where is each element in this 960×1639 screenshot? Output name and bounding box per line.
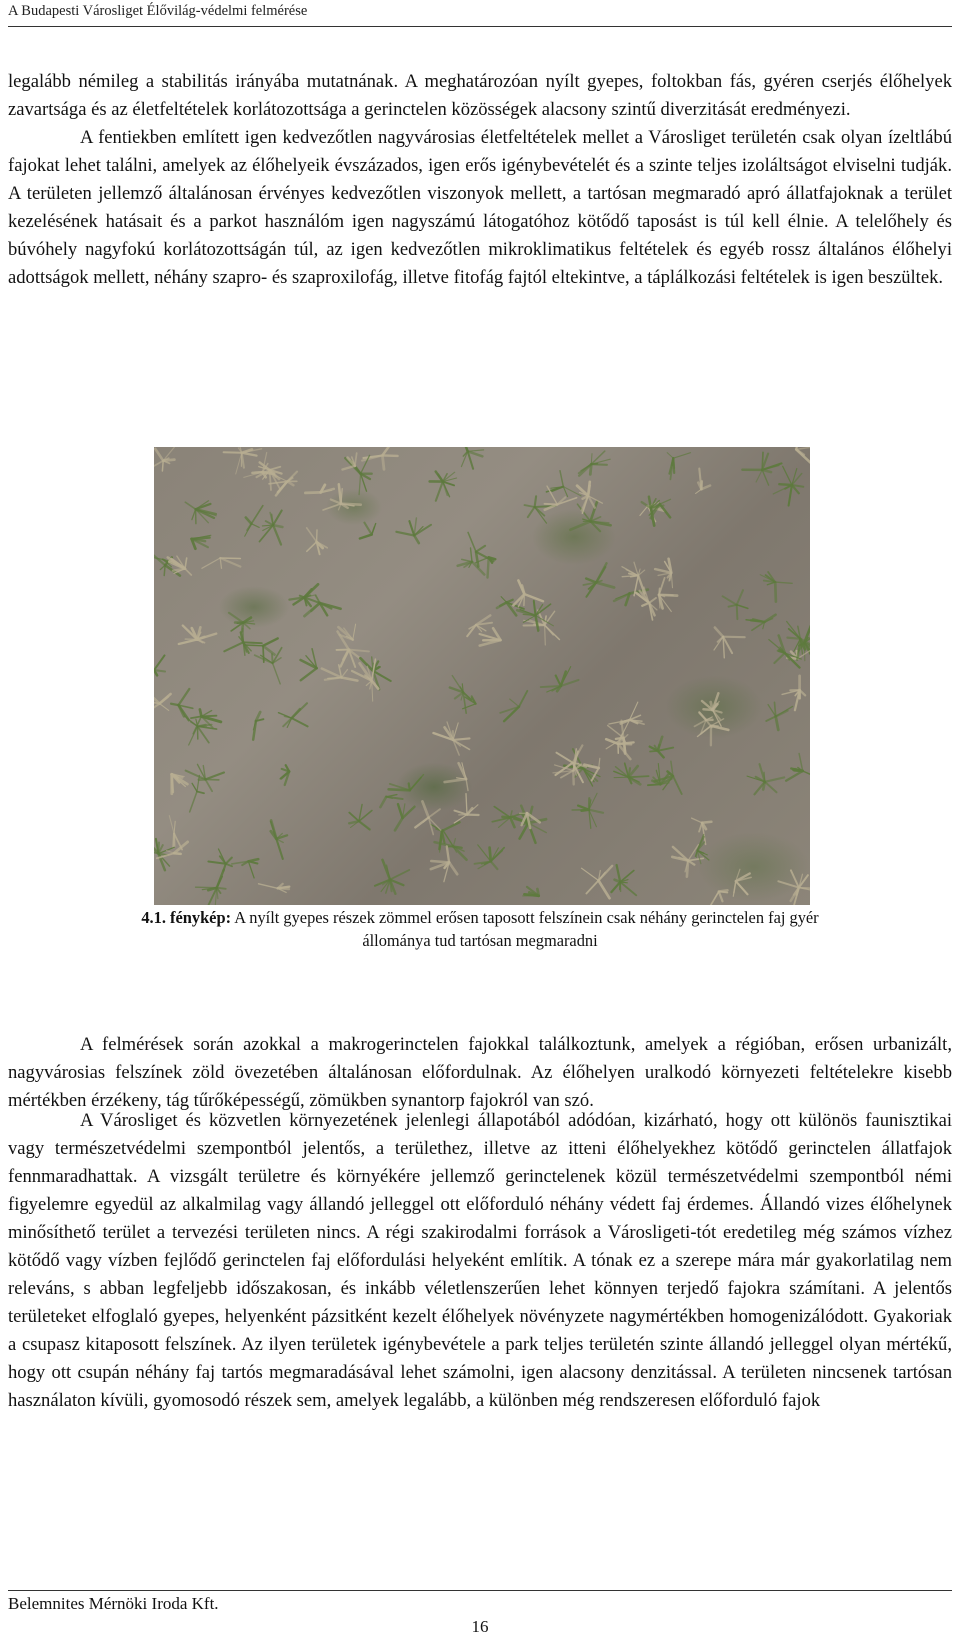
grass-blade	[292, 709, 300, 718]
grass-blade	[198, 726, 209, 742]
grass-blade	[733, 881, 736, 896]
grass-blade	[700, 713, 707, 720]
grass-blade	[192, 783, 197, 791]
grass-blade	[226, 858, 232, 864]
grass-blade	[160, 697, 169, 704]
grass-blade	[251, 506, 262, 524]
grass-blade	[545, 625, 546, 645]
grass-blade	[245, 524, 252, 537]
grass-blade	[599, 758, 600, 768]
grass-blade	[658, 751, 664, 758]
grass-blade	[462, 559, 472, 561]
grass-blade	[263, 472, 275, 474]
grass-blade	[702, 822, 711, 823]
figure-label: 4.1. fénykép:	[141, 908, 232, 927]
grass-blade	[349, 813, 359, 822]
grass-blade	[723, 637, 745, 638]
grass-blade	[765, 777, 784, 781]
grass-blade	[229, 613, 243, 623]
grass-blade	[711, 726, 728, 730]
grass-blade	[715, 628, 723, 637]
grass-blade	[217, 870, 224, 888]
grass-blade	[252, 472, 262, 473]
grass-blade	[737, 605, 738, 619]
grass-blade	[640, 506, 648, 515]
grass-blade	[386, 795, 397, 797]
grass-blade	[794, 770, 803, 771]
grass-blade	[372, 681, 373, 702]
grass-blade	[205, 779, 218, 780]
grass-blade	[307, 542, 317, 552]
grass-blade	[455, 811, 468, 815]
grass-blade	[445, 779, 467, 782]
grass-blade	[776, 706, 793, 716]
grass-blade	[322, 669, 342, 678]
grass-blade	[491, 851, 503, 862]
grass-blade	[736, 881, 748, 894]
grass-blade	[589, 810, 603, 813]
grass-blade	[359, 821, 370, 829]
grass-blade	[522, 586, 524, 595]
grass-blade	[205, 779, 212, 791]
grass-blade	[764, 772, 765, 782]
grass-blade	[202, 558, 220, 568]
grass-blade	[185, 502, 195, 509]
grass-blade	[172, 774, 173, 792]
grass-blade	[179, 640, 198, 645]
grass-blade	[447, 846, 449, 862]
grass-blade	[468, 533, 476, 552]
grass-blade	[390, 870, 409, 880]
grass-blade	[545, 625, 554, 635]
grass-blade	[372, 524, 376, 535]
grass-blade	[301, 668, 317, 680]
grass-blade	[160, 704, 169, 711]
grass-blade	[197, 792, 204, 794]
paragraph-text: legalább némileg a stabilitás irányába mutatnának. A meghatározóan nyílt gyepes, foltokban fás, gyéren cserjés élőhelyek zavartsága és az életfeltételek korlátozottsága a gerinctelen közösségek alacsony szintű diverzitását eredményezi.	[8, 71, 952, 120]
grass-blade	[414, 536, 419, 544]
grass-blade	[756, 470, 762, 482]
grass-blade	[179, 689, 190, 705]
grass-blade	[528, 507, 535, 517]
grass-blade	[174, 821, 175, 833]
grass-blade	[305, 492, 320, 493]
running-header: A Budapesti Városliget Élővilág-védelmi felmérése	[8, 3, 308, 19]
grass-blade	[205, 773, 224, 780]
grass-blade	[461, 447, 468, 451]
page-number: 16	[471, 1617, 489, 1636]
grass-blade	[687, 861, 688, 877]
paragraph-text: A fentiekben említett igen kedvezőtlen nagyvárosias életfeltételek mellet a Városliget területén csak olyan ízeltlábú fajokat lehet találni, amelyek az élőhelyeik évszázados, igen erős igénybevételét és a szinte teljes izoláltságot elviselni tudják. A területen jellemző általánosan érvényes kedvezőtlen viszonyok mellett, a tartósan megmaradó apró állatfajoknak a terület kezelésének hatásait és a parkot használóm igen nagyszámú látogatóhoz kötődő taposást is túl kell élnie. A telelőhely és búvóhely nagyfokú korlátozottságán túl, az igen kedvezőtlen mikroklimatikus feltételek és egyéb rossz általános élőhelyi adottságok mellett, néhány szapro- és szaproxilofág, illetve fitofág fajtól eltekintve, a táplálkozási feltételek is igen beszültek.	[8, 127, 952, 288]
grass-blade	[719, 892, 728, 893]
paragraph-text: A Városliget és közvetlen környezetének jelenlegi állapotából adódóan, kizárható, hogy ott különös faunisztikai vagy természetvédelmi szempontból jelentős, a területhez, illetve az itteni élőhelyekhez kötődő gerinctelen állatfajok fennmaradhattak. A vizsgált területre és környékére jellemző gerinctelenek közül természetvédelmi szempontból némi figyelemre egyedül az alkalmilag vagy állandó jelleggel ott előforduló néhány védett faj érdemes. Állandó vizes élőhelynek minősíthető terület a tervezési területen nincs. A régi szakirodalmi források a Városligeti-tót eredetileg még számos vízhez kötődő vagy vízben fejlődő gerinctelen faj előfordulási helyeként említik. A tónak ez a szerepe mára már gyakorlatilag nem releváns, s abban legfeljebb időszakosan, és inkább véletlenszerűen lehet könnyen terjedő fajokra számítani. A jelentős területeket elfoglaló gyepes, helyenként pázsitként kezelt élőhelyek növényzete nagymértékben homogenizálódott. Gyakoriak a csupasz kitaposott felszínek. Az ilyen területek igénybevétele a park teljes területén szinte állandó jelleggel olyan mértékű, hogy ott csupán néhány faj tartós megmaradásával lehet számolni, igen alacsony denzitással. A területen nincsenek tartósan használaton kívüli, gyomosodó részek sem, amelyek legalább, a különben még rendszeresen előforduló fajok	[8, 1110, 952, 1411]
grass-blade	[591, 464, 607, 465]
grass-blade	[586, 579, 596, 583]
caption-text: A nyílt gyepes részek zömmel erősen taposott felszínein csak néhány gerinctelen faj gyér	[231, 908, 819, 927]
footer-divider	[8, 1590, 952, 1591]
grass-blade	[248, 861, 257, 863]
grass-blade	[751, 620, 765, 622]
grass-blade	[449, 862, 457, 874]
grass-blade	[398, 804, 403, 818]
grass-blade	[364, 523, 371, 535]
grass-blade	[796, 449, 810, 462]
grass-blade	[263, 638, 278, 645]
grass-blade	[737, 590, 743, 605]
grass-blade	[775, 582, 792, 583]
grass-blade	[491, 861, 498, 869]
figure-caption	[8, 906, 952, 952]
caption-text-continued: állománya tud tartósan megmaradni	[362, 931, 598, 950]
grass-blade	[513, 594, 524, 605]
grass-blade	[236, 453, 242, 474]
grass-blade	[648, 784, 661, 785]
grass-blade	[649, 598, 656, 603]
grass-blade	[154, 670, 165, 671]
grass-blade	[766, 716, 776, 721]
grass-blade	[380, 797, 386, 807]
grass-blade	[292, 718, 308, 726]
grass-blade	[253, 721, 256, 740]
grass-blade	[786, 771, 803, 781]
grass-blade	[776, 716, 779, 730]
grass-blade	[273, 663, 281, 684]
grass-blade	[541, 686, 561, 687]
grass-blade	[341, 678, 357, 681]
grass-tufts-illustration	[154, 447, 810, 905]
grass-blade	[573, 745, 583, 762]
grass-blade	[409, 521, 414, 535]
grass-blade	[442, 822, 460, 831]
grass-blade	[190, 792, 197, 812]
grass-blade	[197, 775, 199, 791]
grass-blade	[260, 525, 274, 542]
header-divider	[8, 26, 952, 27]
body-paragraph	[8, 1107, 952, 1415]
grass-blade	[667, 453, 673, 459]
grass-blade	[658, 737, 663, 751]
grass-blade	[259, 884, 278, 889]
grass-blade	[220, 558, 240, 567]
grass-blade	[698, 726, 712, 737]
grass-blade	[224, 452, 242, 453]
grass-blade	[436, 482, 443, 501]
grass-blade	[737, 605, 748, 609]
grass-blade	[659, 578, 665, 595]
grass-blade	[217, 888, 226, 889]
trampled-grass-photo	[154, 447, 810, 905]
grass-blade	[155, 449, 163, 461]
grass-blade	[422, 801, 428, 817]
grass-blade	[341, 670, 347, 678]
grass-blade	[591, 454, 592, 465]
grass-blade	[453, 738, 469, 740]
grass-blade	[476, 546, 485, 552]
grass-blade	[510, 699, 519, 707]
grass-blade	[719, 892, 723, 902]
grass-blade	[395, 818, 403, 830]
grass-blade	[799, 888, 810, 889]
grass-blade	[765, 615, 776, 622]
grass-blade	[270, 467, 281, 470]
grass-blade	[545, 504, 558, 505]
grass-blade	[185, 569, 191, 575]
grass-blade	[629, 768, 630, 777]
grass-blade	[560, 471, 563, 487]
grass-blade	[429, 809, 440, 817]
grass-blade	[488, 557, 489, 577]
grass-blade	[787, 638, 800, 639]
grass-blade	[692, 818, 703, 823]
grass-blade	[382, 447, 394, 455]
grass-blade	[246, 518, 252, 524]
grass-blade	[359, 474, 361, 495]
grass-blade	[524, 594, 525, 605]
grass-blade	[586, 881, 598, 894]
grass-blade	[273, 511, 282, 526]
grass-blade	[169, 816, 174, 834]
grass-blade	[461, 451, 467, 466]
grass-blade	[723, 596, 737, 605]
grass-blade	[382, 455, 384, 469]
grass-blade	[519, 691, 527, 707]
grass-blade	[715, 892, 719, 899]
grass-blade	[688, 858, 703, 860]
grass-blade	[803, 771, 810, 777]
grass-blade	[344, 650, 349, 660]
grass-blade	[283, 718, 292, 726]
grass-blade	[582, 868, 599, 880]
grass-blade	[774, 653, 784, 663]
grass-blade	[673, 453, 690, 459]
grass-blade	[599, 881, 610, 899]
grass-blade	[765, 782, 777, 793]
grass-blade	[779, 484, 792, 485]
grass-blade	[525, 505, 535, 507]
grass-blade	[174, 842, 188, 853]
grass-blade	[775, 582, 776, 602]
grass-blade	[339, 484, 341, 504]
grass-blade	[534, 601, 536, 616]
grass-blade	[783, 466, 792, 485]
grass-blade	[273, 525, 281, 544]
grass-blade	[431, 861, 449, 862]
paragraph-text: A felmérések során azokkal a makrogerinctelen fajokkal találkoztunk, amelyek a régióban, erősen urbanizált, nagyvárosias felszínek zöld övezetében általánosan előfordulnak. Az élőhelyen uralkodó környezeti feltételekre kisebb mértékben érzékeny, tág tűrőképességű, zömükben synantorp fajokról van szó.	[8, 1034, 952, 1111]
grass-blade	[535, 496, 537, 507]
grass-blade	[536, 616, 539, 631]
grass-blade	[669, 559, 672, 573]
grass-blade	[162, 461, 163, 471]
grass-blade	[245, 645, 263, 646]
grass-blade	[154, 690, 160, 704]
grass-blade	[223, 864, 225, 871]
grass-blade	[570, 521, 590, 529]
grass-blade	[154, 655, 164, 670]
grass-blade	[500, 602, 507, 605]
grass-blade	[658, 748, 674, 751]
grass-blade	[396, 532, 414, 536]
grass-blade	[468, 450, 484, 451]
grass-blade	[490, 848, 491, 862]
grass-blade	[673, 776, 682, 794]
grass-blade	[773, 485, 792, 494]
grass-blade	[173, 834, 174, 848]
grass-blade	[201, 716, 216, 717]
grass-blade	[588, 486, 590, 496]
grass-blade	[410, 775, 424, 791]
grass-blade	[557, 753, 573, 763]
grass-blade	[185, 558, 187, 569]
grass-blade	[278, 887, 290, 889]
body-paragraph	[8, 1031, 952, 1115]
grass-blade	[466, 794, 467, 815]
grass-blade	[501, 597, 507, 603]
grass-blade	[307, 528, 317, 542]
grass-blade	[164, 565, 165, 575]
grass-blade	[629, 776, 649, 777]
grass-blade	[471, 548, 473, 562]
grass-blade	[620, 882, 636, 895]
grass-blade	[248, 861, 254, 878]
grass-blade	[355, 453, 357, 466]
grass-blade	[353, 624, 356, 640]
grass-blade	[200, 710, 202, 717]
grass-blade	[382, 455, 397, 456]
grass-blade	[224, 642, 243, 651]
grass-blade	[611, 882, 620, 892]
grass-blade	[171, 704, 178, 705]
grass-blade	[453, 839, 455, 847]
grass-blade	[154, 461, 163, 470]
grass-blade	[466, 779, 468, 790]
grass-blade	[796, 447, 810, 449]
body-paragraph	[8, 68, 952, 292]
grass-blade	[789, 485, 792, 506]
grass-blade	[763, 782, 765, 790]
grass-blade	[596, 583, 614, 588]
grass-blade	[360, 535, 372, 539]
grass-blade	[243, 642, 262, 643]
grass-blade	[263, 646, 275, 655]
grass-blade	[618, 744, 631, 745]
footer-company: Belemnites Mérnöki Iroda Kft.	[8, 1594, 219, 1613]
